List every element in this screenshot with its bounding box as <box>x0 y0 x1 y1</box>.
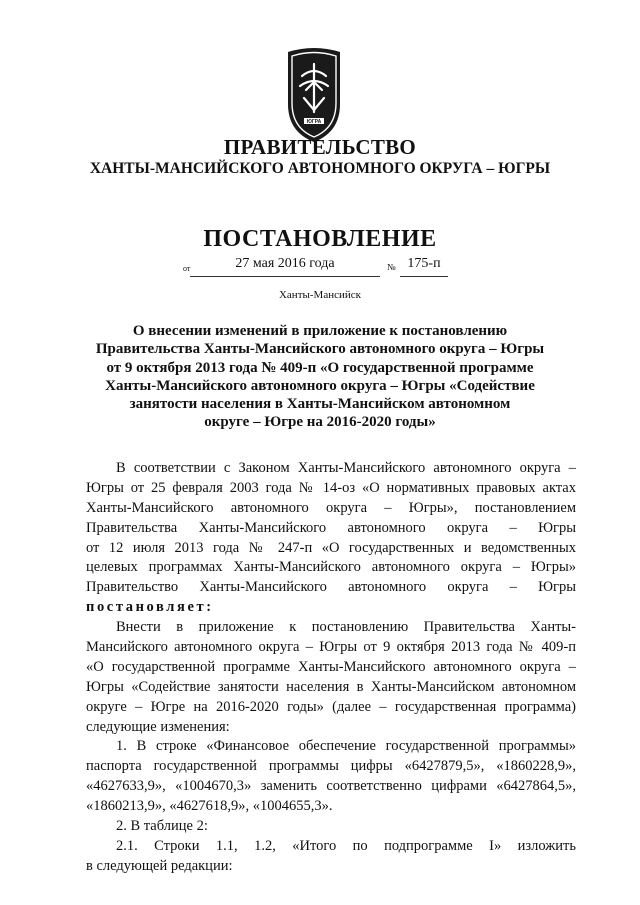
body-line: Внести в приложение к постановлению Правительства Ханты- <box>116 619 576 636</box>
body-line: в следующей редакции: <box>86 857 233 874</box>
region-title: ХАНТЫ-МАНСИЙСКОГО АВТОНОМНОГО ОКРУГА – ЮГРЫ <box>89 160 551 177</box>
body-line-decree: постановляет: <box>86 599 214 616</box>
body-line: 1. В строке «Финансовое обеспечение государственной программы» <box>116 738 576 755</box>
body-line: Мансийского автономного округа – Югры от 9 октября 2013 года № 409-п <box>86 639 576 656</box>
dateline <box>0 256 640 280</box>
heading-line: от 9 октября 2013 года № 409-п «О государственной программе <box>106 359 534 376</box>
number-underline <box>400 276 448 277</box>
body-line: Югры от 25 февраля 2003 года № 14-оз «О нормативных правовых актах <box>86 479 576 496</box>
body-line: «4627633,9», «1004670,3» заменить соответственно цифрами «6427864,5», <box>86 778 576 795</box>
body-line: 2.1. Строки 1.1, 1.2, «Итого по подпрограмме I» изложить <box>116 837 576 854</box>
number-prefix: № <box>387 262 396 272</box>
body-text <box>86 459 576 877</box>
document-heading <box>80 322 560 432</box>
heading-line: округе – Югре на 2016-2020 годы» <box>204 414 436 431</box>
emblem-label: ЮГРА <box>306 119 322 125</box>
body-line: паспорта государственной программы цифры «6427879,5», «1860228,9», <box>86 758 576 775</box>
heading-line: О внесении изменений в приложение к постановлению <box>132 323 508 339</box>
date-underline <box>190 276 380 277</box>
body-line: Югры «Содействие занятости населения в Ханты-Мансийском автономном <box>86 678 576 695</box>
heading-line: Ханты-Мансийского автономного округа – Югры «Содействие <box>105 377 535 394</box>
body-line: следующие изменения: <box>86 718 230 735</box>
heading-line: занятости населения в Ханты-Мансийском автономном <box>129 396 511 413</box>
body-line: В соответствии с Законом Ханты-Мансийского автономного округа – <box>116 460 576 476</box>
body-line: Правительства Ханты-Мансийского автономного округа – Югры <box>86 519 576 536</box>
body-line: Ханты-Мансийского автономного округа – Югры», постановлением <box>86 499 576 516</box>
body-line: 2. В таблице 2: <box>116 818 208 835</box>
city: Ханты-Мансийск <box>278 289 361 301</box>
body-line: от 12 июля 2013 года № 247-п «О государственных и ведомственных <box>86 539 576 556</box>
body-line: «О государственной программе Ханты-Мансийского автономного округа – <box>86 658 576 675</box>
government-title: ПРАВИТЕЛЬСТВО <box>223 135 417 159</box>
document-date: 27 мая 2016 года <box>235 256 335 271</box>
coat-of-arms-icon <box>282 46 346 144</box>
document-number: 175-п <box>407 256 441 271</box>
body-line: округе – Югре на 2016-2020 годы» (далее – государственная программа) <box>86 698 576 715</box>
body-line: «1860213,9», «4627618,9», «1004655,3». <box>86 798 333 815</box>
document-type: ПОСТАНОВЛЕНИЕ <box>203 226 437 252</box>
body-line: целевых программах Ханты-Мансийского автономного округа – Югры» <box>86 559 576 576</box>
heading-line: Правительства Ханты-Мансийского автономного округа – Югры <box>95 341 545 358</box>
date-prefix: от <box>183 264 191 273</box>
body-line: Правительство Ханты-Мансийского автономного округа – Югры <box>86 579 576 596</box>
